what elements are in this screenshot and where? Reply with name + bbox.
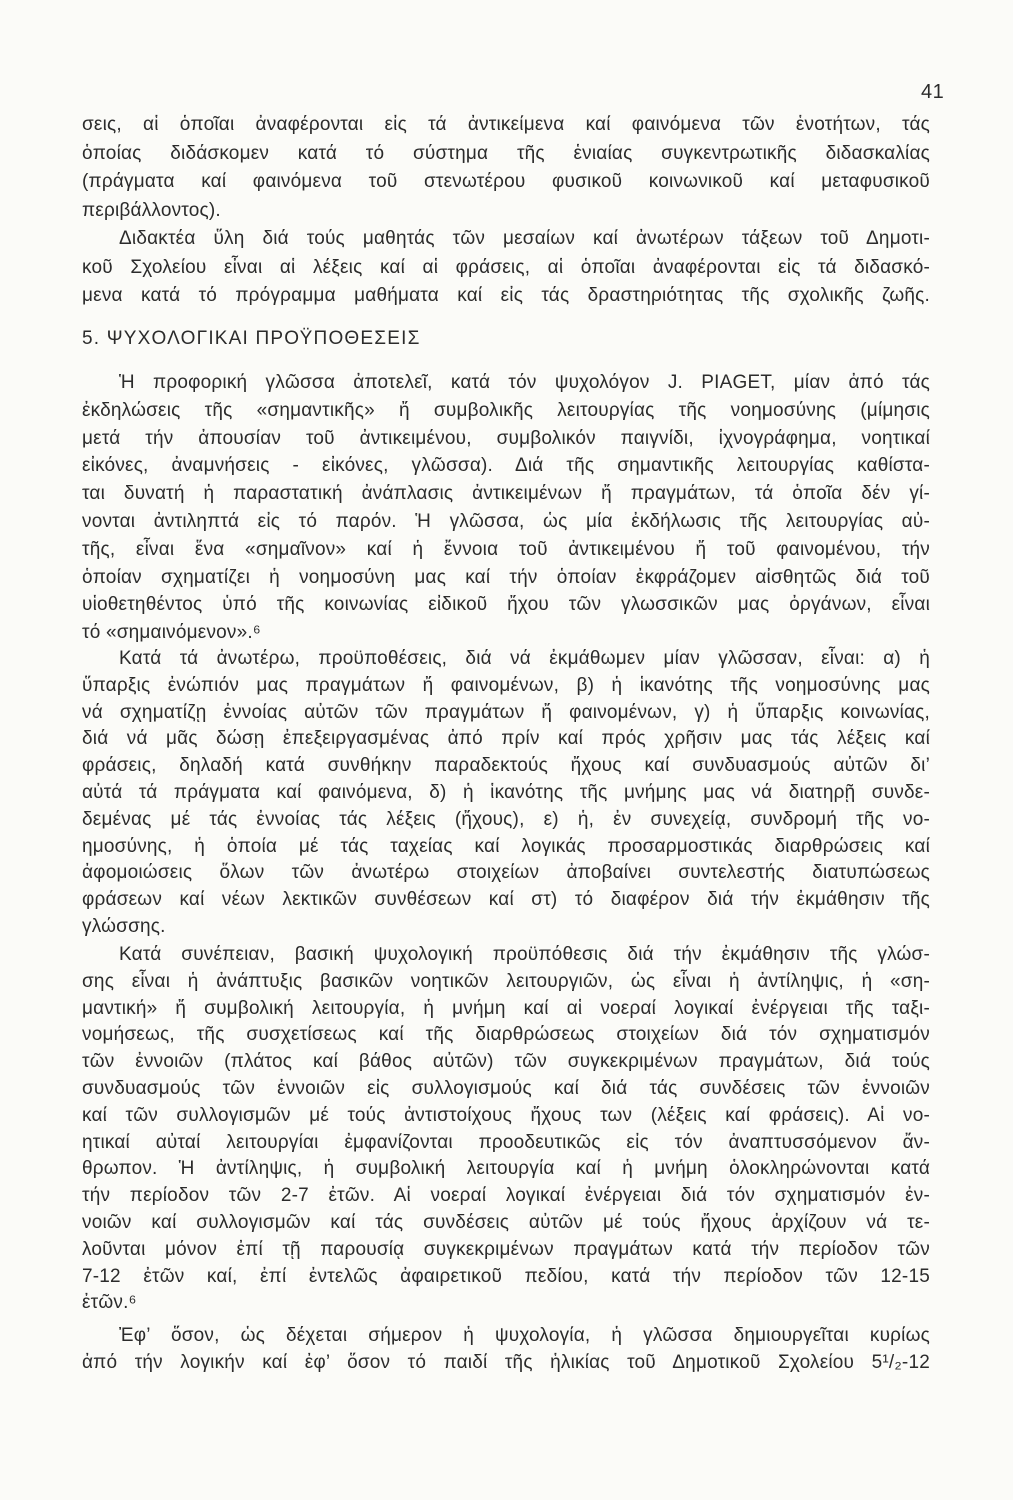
- text-line: Κατά συνέπειαν, βασική ψυχολογική προϋπόθεσις διά τήν ἐκμάθησιν τῆς γλώσ-: [119, 944, 930, 965]
- text-line: κοῦ Σχολείου εἶναι αἱ λέξεις καί αἱ φράσεις, αἱ ὁποῖαι ἀναφέρονται εἰς τά διδασκό-: [82, 256, 930, 278]
- text-line: εἰκόνες, ἀναμνήσεις - εἰκόνες, γλῶσσα). Διά τῆς σημαντικῆς λειτουργίας καθίστα-: [82, 455, 930, 477]
- text-line: σεις, αἱ ὁποῖαι ἀναφέρονται εἰς τά ἀντικείμενα καί φαινόμενα τῶν ἑνοτήτων, τάς: [82, 114, 930, 135]
- text-line: φράσεων καί νέων λεκτικῶν συνθέσεων καί στ) τό διαφέρον διά τήν ἐκμάθησιν τῆς: [82, 889, 930, 911]
- text-line: περιβάλλοντος).: [82, 199, 221, 221]
- text-line: καί τῶν συλλογισμῶν μέ τούς ἀντιστοίχους ἤχους των (λέξεις καί φράσεις). Αἱ νο-: [82, 1104, 930, 1126]
- text-line: ται δυνατή ἡ παραστατική ἀνάπλασις ἀντικειμένων ἤ πραγμάτων, τά ὁποῖα δέν γί-: [82, 483, 930, 505]
- text-line: γλώσσης.: [82, 915, 166, 937]
- paragraph: [82, 1322, 930, 1376]
- page-number: 41: [921, 81, 945, 103]
- text-line: Κατά τά ἀνωτέρω, προϋποθέσεις, διά νά ἐκμάθωμεν μίαν γλῶσσαν, εἶναι: α) ἡ: [119, 648, 930, 669]
- text-line: νοιῶν καί συλλογισμῶν καί τάς συνδέσεις αὐτῶν μέ τούς ἤχους ἀρχίζουν νά τε-: [82, 1211, 930, 1233]
- text-line: νά σχηματίζῃ ἐννοίας αὐτῶν τῶν πραγμάτων ἤ φαινομένων, γ) ἡ ὕπαρξις κοινωνίας,: [82, 701, 930, 723]
- paragraph: [82, 225, 930, 311]
- paragraph: [82, 369, 930, 647]
- paragraph: [82, 942, 930, 1317]
- text-line: θρωπον. Ἡ ἀντίληψις, ἡ συμβολική λειτουργία καί ἡ μνήμη ὁλοκληρώνονται κατά: [82, 1158, 930, 1180]
- text-line: συνδυασμούς τῶν ἐννοιῶν εἰς συλλογισμούς καί διά τάς συνδέσεις τῶν ἐννοιῶν: [82, 1077, 930, 1099]
- text-line: φράσεις, δηλαδή κατά συνθήκην παραδεκτούς ἤχους καί συνδυασμούς αὐτῶν δι’: [82, 755, 930, 777]
- text-line: ἀφομοιώσεις ὅλων τῶν ἀνωτέρω στοιχείων ἀποβαίνει συντελεστής διατυπώσεως: [82, 862, 930, 884]
- text-line: μενα κατά τό πρόγραμμα μαθήματα καί εἰς τάς δραστηριότητας τῆς σχολικῆς ζωῆς.: [82, 285, 930, 306]
- text-line: ἐτῶν.⁶: [82, 1292, 137, 1314]
- text-line: ὁποίας διδάσκομεν κατά τό σύστημα τῆς ἑνιαίας συγκεντρωτικῆς διδασκαλίας: [82, 142, 930, 164]
- paragraph: [82, 646, 930, 941]
- text-line: Ἐφ’ ὅσον, ὡς δέχεται σήμερον ἡ ψυχολογία, ἡ γλῶσσα δημιουργεῖται κυρίως: [119, 1325, 930, 1346]
- text-line: 7-12 ἐτῶν καί, ἐπί ἐντελῶς ἀφαιρετικοῦ πεδίου, κατά τήν περίοδον τῶν 12-15: [82, 1265, 930, 1287]
- text-line: ὕπαρξις ἐνώπιόν μας πραγμάτων ἤ φαινομένων, β) ἡ ἱκανότης τῆς νοημοσύνης μας: [82, 674, 930, 696]
- text-line: σης εἶναι ἡ ἀνάπτυξις βασικῶν νοητικῶν λειτουργιῶν, ὡς εἶναι ἡ ἀντίληψις, ἡ «ση-: [82, 970, 930, 992]
- text-line: ὁποίαν σχηματίζει ἡ νοημοσύνη μας καί τήν ὁποίαν ἐκφράζομεν αἰσθητῶς διά τοῦ: [82, 566, 930, 588]
- text-line: (πράγματα καί φαινόμενα τοῦ στενωτέρου φυσικοῦ κοινωνικοῦ καί μεταφυσικοῦ: [82, 171, 930, 192]
- text-line: τό «σημαινόμενον».⁶: [82, 622, 261, 644]
- section-heading: 5. ΨΥΧΟΛΟΓΙΚΑΙ ΠΡΟΫΠΟΘΕΣΕΙΣ: [82, 328, 421, 349]
- text-line: νονται ἀντιληπτά εἰς τό παρόν. Ἡ γλῶσσα, ὡς μία ἐκδήλωσις τῆς λειτουργίας αὐ-: [82, 510, 930, 532]
- text-line: Διδακτέα ὕλη διά τούς μαθητάς τῶν μεσαίων καί ἀνωτέρων τάξεων τοῦ Δημοτι-: [119, 228, 930, 249]
- text-line: ημοσύνης, ἡ ὁποία μέ τάς ταχείας καί λογικάς προσαρμοστικάς διαρθρώσεις καί: [82, 835, 930, 857]
- text-line: νομήσεως, τῆς συσχετίσεως καί τῆς διαρθρώσεως στοιχείων διά τόν σχηματισμόν: [82, 1024, 930, 1046]
- paragraph: [82, 111, 930, 225]
- text-line: λοῦνται μόνον ἐπί τῇ παρουσίᾳ συγκεκριμένων πραγμάτων κατά τήν περίοδον τῶν: [82, 1238, 930, 1260]
- text-line: δεμένας μέ τάς ἐννοίας τάς λέξεις (ἤχους), ε) ἡ, ἐν συνεχείᾳ, συνδρομή τῆς νο-: [82, 808, 930, 830]
- text-line: τῶν ἐννοιῶν (πλάτος καί βάθος αὐτῶν) τῶν συγκεκριμένων πραγμάτων, διά τούς: [82, 1051, 930, 1073]
- text-line: Ἡ προφορική γλῶσσα ἀποτελεῖ, κατά τόν ψυχολόγον J. PIAGET, μίαν ἀπό τάς: [119, 372, 930, 393]
- text-block: [82, 111, 930, 311]
- text-line: ητικαί αὐταί λειτουργίαι ἐμφανίζονται προοδευτικῶς εἰς τόν ἀναπτυσσόμενον ἄν-: [82, 1131, 930, 1153]
- text-line: διά νά μᾶς δώσῃ ἐπεξειργασμένας ἀπό πρίν καί πρός χρῆσιν μας τάς λέξεις καί: [82, 728, 930, 750]
- text-line: μετά τήν ἀπουσίαν τοῦ ἀντικειμένου, συμβολικόν παιγνίδι, ἰχνογράφημα, νοητικαί: [82, 427, 930, 449]
- text-line: ἐκδηλώσεις τῆς «σημαντικῆς» ἤ συμβολικῆς λειτουργίας τῆς νοημοσύνης (μίμησις: [82, 399, 930, 421]
- text-line: υἱοθετηθέντος ὑπό τῆς κοινωνίας εἰδικοῦ ἤχου τῶν γλωσσικῶν μας ὀργάνων, εἶναι: [82, 594, 930, 616]
- text-line: αὐτά τά πράγματα καί φαινόμενα, δ) ἡ ἱκανότης τῆς μνήμης μας νά διατηρῇ συνδε-: [82, 781, 930, 803]
- text-line: τῆς, εἶναι ἕνα «σημαῖνον» καί ἡ ἔννοια τοῦ ἀντικειμένου ἤ τοῦ φαινομένου, τήν: [82, 538, 930, 560]
- text-line: τήν περίοδον τῶν 2-7 ἐτῶν. Αἱ νοεραί λογικαί ἐνέργειαι διά τόν σχηματισμόν ἐν-: [82, 1185, 930, 1207]
- text-line: μαντική» ἤ συμβολική λειτουργία, ἡ μνήμη καί αἱ νοεραί λογικαί ἐνέργειαι τῆς ταξι-: [82, 997, 930, 1019]
- text-line: ἀπό τήν λογικήν καί ἐφ’ ὅσον τό παιδί τῆς ἡλικίας τοῦ Δημοτικοῦ Σχολείου 5¹/₂-12: [82, 1352, 930, 1373]
